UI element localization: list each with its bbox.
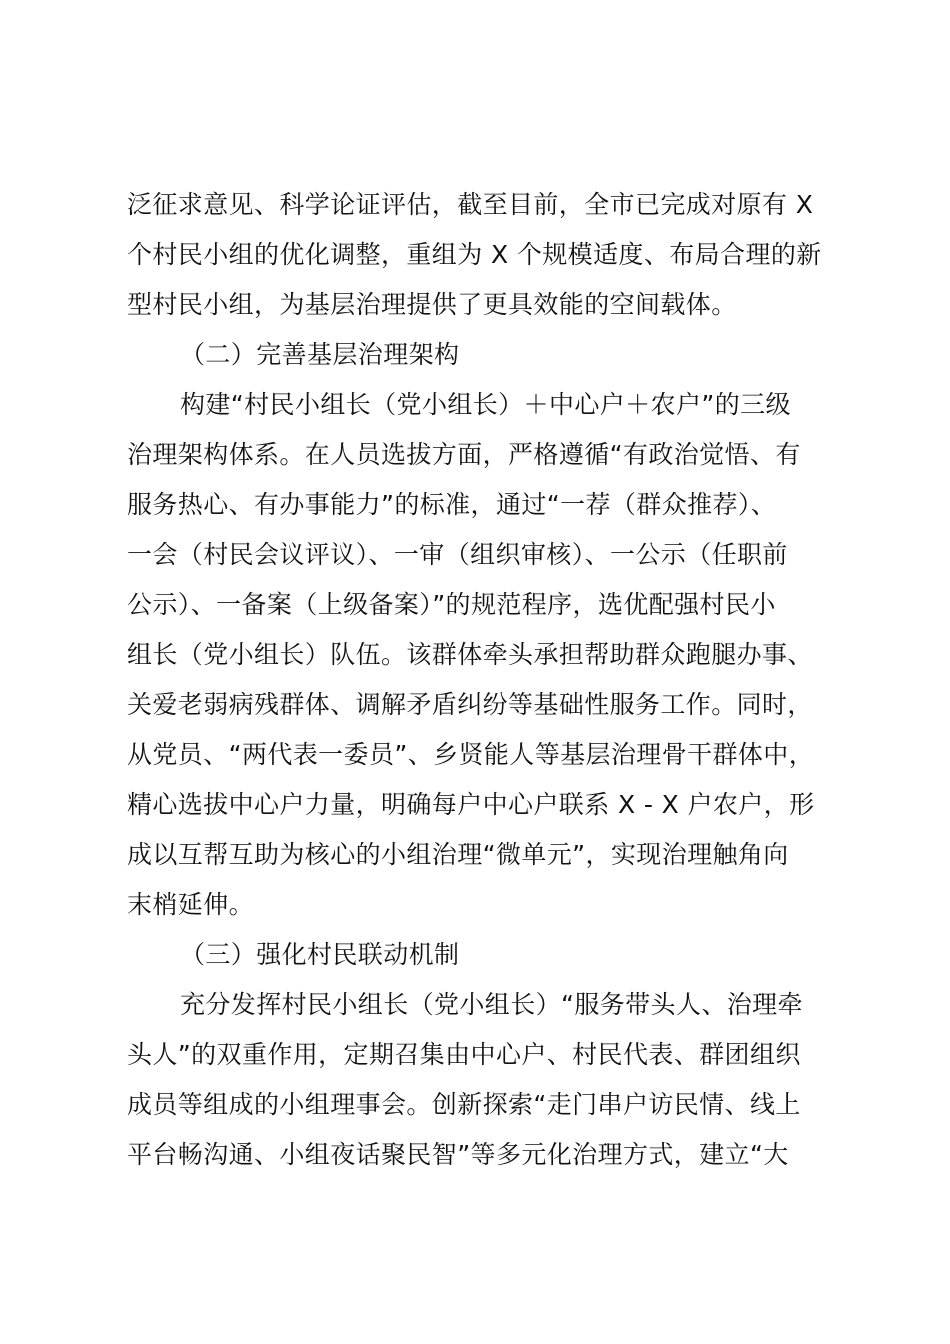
- body-text-line: 个村民小组的优化调整，重组为 X 个规模适度、布局合理的新: [127, 240, 822, 269]
- section-heading: （三）强化村民联动机制: [180, 940, 460, 969]
- body-text-line: 关爱老弱病残群体、调解矛盾纠纷等基础性服务工作。同时，: [127, 690, 813, 719]
- body-text-line: 从党员、“两代表一委员”、乡贤能人等基层治理骨干群体中，: [127, 740, 815, 769]
- body-text-line: 一会（村民会议评议）、一审（组织审核）、一公示（任职前: [127, 540, 788, 569]
- body-text-line: 末梢延伸。: [127, 890, 255, 919]
- body-text-line: 服务热心、有办事能力”的标准，通过“一荐（群众推荐）、: [127, 490, 777, 519]
- body-text-line: 构建“村民小组长（党小组长）＋中心户＋农户”的三级: [180, 390, 791, 419]
- body-text-line: 公示）、一备案（上级备案）”的规范程序，选优配强村民小: [127, 590, 776, 619]
- body-text-line: 精心选拔中心户力量，明确每户中心户联系 X - X 户农户，形: [127, 790, 815, 819]
- body-text-line: 治理架构体系。在人员选拔方面，严格遵循“有政治觉悟、有: [127, 440, 801, 469]
- body-text-line: 成员等组成的小组理事会。创新探索“走门串户访民情、线上: [127, 1090, 801, 1119]
- body-text-line: 充分发挥村民小组长（党小组长）“服务带头人、治理牵: [180, 990, 803, 1019]
- section-heading: （二）完善基层治理架构: [180, 340, 460, 369]
- body-text-line: 头人”的双重作用，定期召集由中心户、村民代表、群团组织: [127, 1040, 801, 1069]
- body-text-line: 平台畅沟通、小组夜话聚民智”等多元化治理方式，建立“大: [127, 1140, 789, 1169]
- body-text-line: 泛征求意见、科学论证评估，截至目前，全市已完成对原有 X: [127, 190, 814, 219]
- body-text-line: 型村民小组，为基层治理提供了更具效能的空间载体。: [127, 290, 737, 319]
- body-text-line: 组长（党小组长）队伍。该群体牵头承担帮助群众跑腿办事、: [127, 640, 813, 669]
- body-text-line: 成以互帮互助为核心的小组治理“微单元”，实现治理触角向: [127, 840, 789, 869]
